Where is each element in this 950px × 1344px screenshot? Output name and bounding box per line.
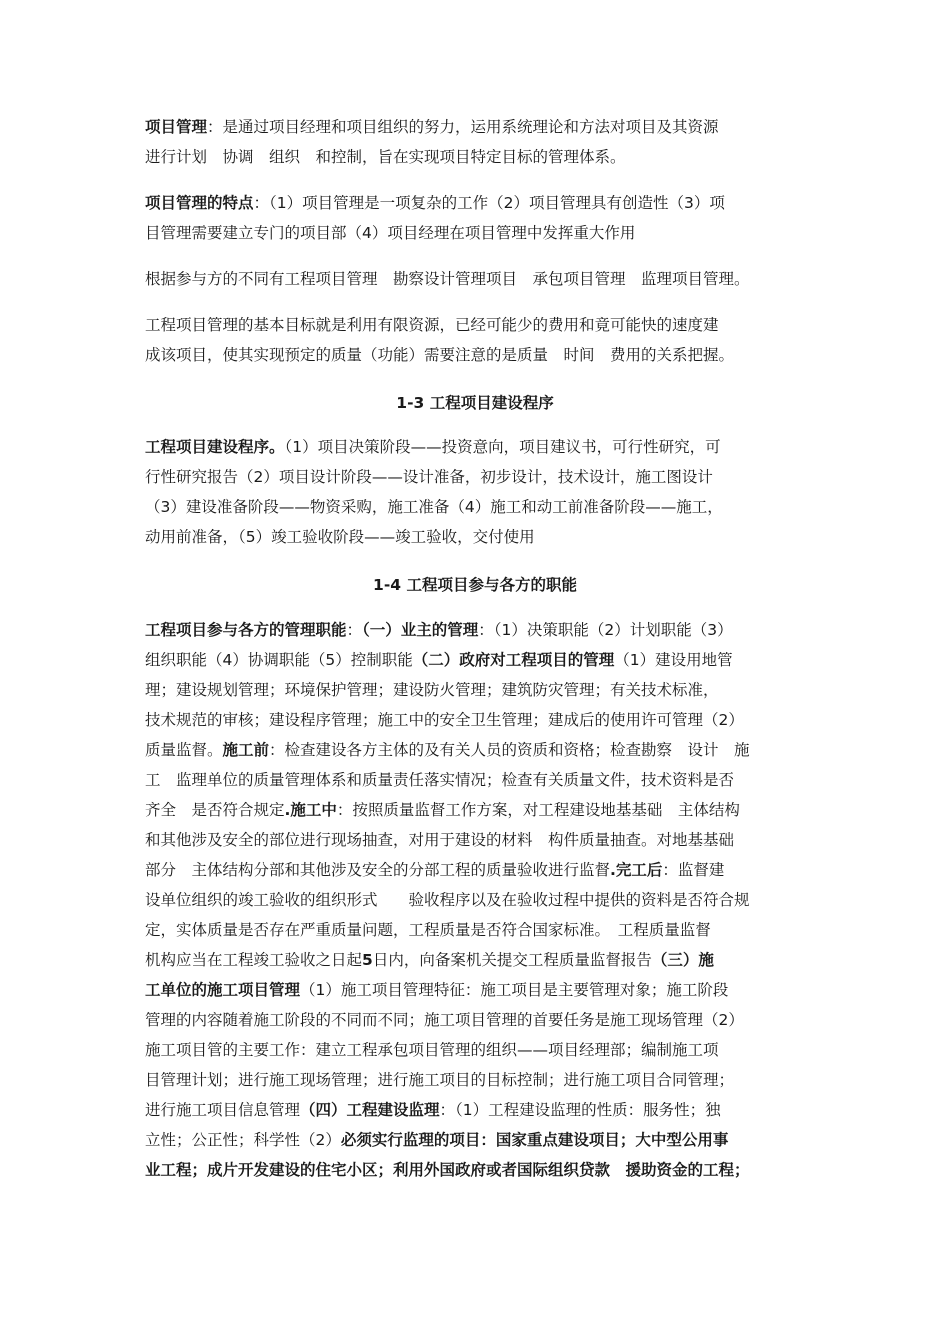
p6-line-7	[145, 800, 740, 820]
p3-line-1: 根据参与方的不同有工程项目管理 勘察设计管理项目 承包项目管理 监理项目管理。	[145, 270, 750, 288]
p6-line-3: 理；建设规划管理；环境保护管理；建设防火管理；建筑防灾管理；有关技术标准，	[145, 681, 719, 699]
text: ：检查建设各方主体的及有关人员的资质和资格；检查勘察 设计 施	[269, 741, 750, 759]
text: （1）项目决策阶段——投资意向，项目建议书，可行性研究，可	[284, 438, 721, 456]
term-features: 项目管理的特点	[145, 194, 254, 212]
heading-1-3: 1-3 工程项目建设程序	[396, 394, 554, 412]
text: 机构应当在工程竣工验收之日起	[145, 951, 363, 969]
p6-line-14: 管理的内容随着施工阶段的不同而不同；施工项目管理的首要任务是施工现场管理（2）	[145, 1011, 744, 1029]
text: 日内，向备案机关提交工程质量监督报告	[372, 951, 652, 969]
p6-line-16: 目管理计划；进行施工现场管理；进行施工项目的目标控制；进行施工项目合同管理；	[145, 1071, 735, 1089]
heading-1-4: 1-4 工程项目参与各方的职能	[373, 576, 577, 594]
term: （一）业主的管理	[362, 621, 479, 639]
p1-line-2: 进行计划 协调 组织 和控制，旨在实现项目特定目标的管理体系。	[145, 148, 626, 166]
p6-line-5	[145, 740, 750, 760]
p6-line-9	[145, 860, 724, 880]
p4-line-2: 成该项目，使其实现预定的质量（功能）需要注意的是质量 时间 费用的关系把握。	[145, 346, 735, 364]
p6-line-12	[145, 950, 714, 970]
text: （1）施工项目管理特征：施工项目是主要管理对象；施工阶段	[300, 981, 729, 999]
term: 工程项目参与各方的管理职能	[145, 621, 347, 639]
term: 施工前	[222, 741, 270, 759]
text: 进行施工项目信息管理	[145, 1101, 301, 1119]
text: 齐全 是否符合规定	[145, 801, 285, 819]
p5-line-3: （3）建设准备阶段——物资采购，施工准备（4）施工和动工前准备阶段——施工，	[145, 498, 723, 516]
text: ：按照质量监督工作方案，对工程建设地基基础 主体结构	[336, 801, 740, 819]
p4-line-1: 工程项目管理的基本目标就是利用有限资源，已经可能少的费用和竟可能快的速度建	[145, 316, 719, 334]
text: 部分 主体结构分部和其他涉及安全的分部工程的质量验收进行监督	[145, 861, 611, 879]
p6-line-18	[145, 1130, 728, 1150]
p5-line-2: 行性研究报告（2）项目设计阶段——设计准备，初步设计，技术设计，施工图设计	[145, 468, 713, 486]
text: ：（1）决策职能（2）计划职能（3）	[478, 621, 733, 639]
term: .施工中	[284, 801, 337, 819]
text: ：是通过项目经理和项目组织的努力，运用系统理论和方法对项目及其资源	[207, 118, 719, 136]
p6-line-15: 施工项目管的主要工作：建立工程承包项目管理的组织——项目经理部；编制施工项	[145, 1041, 719, 1059]
p2-line-2: 目管理需要建立专门的项目部（4）项目经理在项目管理中发挥重大作用	[145, 224, 636, 242]
p6-line-2	[145, 650, 733, 670]
term-project-management: 项目管理	[145, 118, 208, 136]
term: 必须实行监理的项目：国家重点建设项目；大中型公用事	[340, 1131, 729, 1149]
p6-line-13	[145, 980, 728, 1000]
text: 组织职能（4）协调职能（5）控制职能	[145, 651, 413, 669]
p6-line-1	[145, 620, 733, 640]
p2-line-1	[145, 193, 725, 213]
p6-line-10: 设单位组织的竣工验收的组织形式 验收程序以及在验收过程中提供的资料是否符合规	[145, 891, 750, 909]
term: 工单位的施工项目管理	[145, 981, 301, 999]
text: ：监督建	[662, 861, 725, 879]
p6-line-6: 工 监理单位的质量管理体系和质量责任落实情况；检查有关质量文件，技术资料是否	[145, 771, 735, 789]
text: 立性；公正性；科学性（2）	[145, 1131, 341, 1149]
p1-line-1	[145, 117, 719, 137]
p6-line-4: 技术规范的审核；建设程序管理；施工中的安全卫生管理；建成后的使用许可管理（2）	[145, 711, 744, 729]
p6-line-8: 和其他涉及安全的部位进行现场抽查，对用于建设的材料 构件质量抽查。对地基基础	[145, 831, 735, 849]
p6-line-17	[145, 1100, 721, 1120]
term-construction-procedure: 工程项目建设程序。	[145, 438, 285, 456]
p5-line-4: 动用前准备，（5）竣工验收阶段——竣工验收，交付使用	[145, 528, 535, 546]
term: （二）政府对工程项目的管理	[412, 651, 615, 669]
p6-line-11: 定，实体质量是否存在严重质量问题，工程质量是否符合国家标准。 工程质量监督	[145, 921, 711, 939]
term: 5	[362, 951, 373, 969]
p6-line-19: 业工程；成片开发建设的住宅小区；利用外国政府或者国际组织贷款 援助资金的工程；	[145, 1161, 750, 1179]
text: ：（1）项目管理是一项复杂的工作（2）项目管理具有创造性（3）项	[253, 194, 725, 212]
term: .完工后	[610, 861, 663, 879]
text: 质量监督。	[145, 741, 223, 759]
term: （三）施	[651, 951, 714, 969]
p5-line-1	[145, 437, 721, 457]
term: （四）工程建设监理	[300, 1101, 440, 1119]
text: （1）建设用地管	[614, 651, 733, 669]
text: ：（1）工程建设监理的性质：服务性；独	[439, 1101, 721, 1119]
text: ：	[346, 621, 363, 639]
